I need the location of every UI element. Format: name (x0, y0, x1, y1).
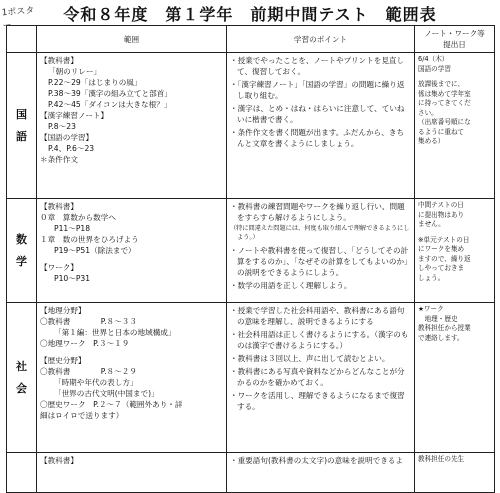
page-title: 令和８年度 第１学年 前期中間テスト 範囲表 (63, 5, 437, 24)
range-cell (37, 303, 227, 453)
header-range: 範囲 (37, 26, 227, 53)
notebook-line: に持ってきてくだ (418, 99, 471, 108)
point-item: ・教科書の練習問題やワークを繰り返し行い、問題をすらすら解けるようにしよう。 (230, 202, 405, 222)
point-item: ・「漢字練習ノート」「国語の学習」の問題に繰り返し取り組む。 (230, 80, 405, 100)
range-line: ＊条件作文 (40, 155, 78, 164)
notebook-line: 教科担任の先生 (418, 455, 465, 463)
range-line: 【歴史分野】 (40, 356, 86, 365)
table-row (7, 199, 495, 303)
range-line: 〇地理ワーク P.３～１９ (40, 339, 130, 348)
notebook-line: 6/4（木） (418, 55, 449, 63)
point-item: ・教科書は３回以上、声に出して読むとよい。 (230, 354, 390, 363)
notebook-line: ※単元テストの日 (418, 235, 470, 244)
subject-cell (7, 303, 37, 453)
subject-char: 数 (16, 232, 27, 246)
point-item: ・授業で学習した社会科用語や、教科書にある語句の意味を理解し、説明できるようにする (230, 306, 405, 326)
point-item: ・数学の用語を正しく理解しよう。 (230, 280, 352, 290)
points-cell (227, 53, 415, 199)
range-line: P.8～23 (48, 122, 76, 131)
notebook-line: しょう。 (418, 273, 445, 282)
range-line: 【漢字練習ノート】 (40, 111, 109, 120)
subject-cell (7, 199, 37, 303)
subject-cell (7, 453, 37, 493)
notebook-line: にワークを集め (418, 245, 465, 254)
handwritten-corner-note: 1ポスター (1, 6, 35, 32)
table-row (7, 453, 495, 493)
subject-char: 社 (16, 359, 27, 373)
notebook-cell (415, 199, 495, 303)
notebook-line: 中間テストの日 (418, 201, 464, 209)
notebook-line: ますので、繰り返 (418, 254, 471, 263)
table-row (7, 303, 495, 453)
range-line: 【国語の学習】 (40, 133, 94, 142)
range-line: 【教科書】 (40, 56, 78, 65)
range-line: 細はロイロで送ります） (40, 411, 124, 420)
point-item: ・社会科用語は正しく書けるようにする。（漢字のものは漢字で書けるようにする。） (230, 330, 409, 350)
range-line: 「朝のリレー」 (48, 67, 102, 76)
range-cell (37, 453, 227, 493)
points-cell (227, 199, 415, 303)
table-row (7, 53, 495, 199)
notebook-cell (415, 453, 495, 493)
exam-range-table (6, 25, 495, 493)
range-line: ０章 算数から数学へ (40, 213, 116, 222)
header-notebook (415, 26, 495, 53)
range-line: P10～P31 (54, 274, 91, 283)
subject-cell (7, 53, 37, 199)
range-line: P.42～45「ダイコンは大きな根？」 (48, 100, 172, 109)
range-line: P.22～29「はじまりの風」 (48, 78, 142, 87)
subject-char: 学 (16, 254, 27, 268)
notebook-line: に提出物はあり (418, 210, 465, 219)
range-line: P11～P18 (54, 224, 91, 233)
notebook-line: 国語の学習 (418, 64, 451, 73)
notebook-line: 教科担任から授業 (418, 324, 471, 333)
range-line: P.4、P.6～23 (48, 144, 95, 153)
range-cell (37, 53, 227, 199)
notebook-line: 集める） (418, 137, 445, 146)
table-header-row (7, 26, 495, 53)
range-line: 「第１編：世界と日本の地域構成」 (54, 328, 176, 337)
header-notebook-line1: ノート・ワーク等 (424, 29, 485, 38)
range-line: 【地理分野】 (40, 306, 86, 315)
point-item: ・教科書にある写真や資料などからどんなことが分かるのかを確かめておく。 (230, 367, 405, 387)
header-subject (7, 26, 37, 53)
notebook-line: で連絡します。 (418, 333, 464, 342)
range-line: 「世界の古代文明(中国まで)」 (54, 389, 159, 398)
range-line: 「時期や年代の表し方」 (54, 378, 138, 387)
range-line: 〇歴史ワーク P.２～７（範囲外あり・詳 (40, 400, 183, 409)
notebook-line: 地理・歴史 (418, 314, 458, 323)
notebook-cell (415, 53, 495, 199)
range-line: 【ワーク】 (40, 263, 78, 272)
header-notebook-line2: 提出日 (443, 40, 466, 49)
range-line: 【教科書】 (40, 202, 78, 211)
point-item: ・重要語句(教科書の太文字)の意味を説明できるよ (230, 456, 403, 465)
notebook-cell (415, 303, 495, 453)
point-item: ・ワークを活用し、理解できるようになるまで復習する。 (230, 391, 405, 411)
notebook-line: さい。 (418, 108, 438, 117)
range-line: P19～P51（除法まで） (54, 246, 136, 255)
header-points: 学習のポイント (227, 26, 415, 53)
notebook-line: 放課後までに、 (418, 80, 465, 89)
subject-char: 会 (16, 381, 27, 395)
point-item: （特に間違えた問題には、何度も取り組んで理解できるようにしよう。） (230, 225, 410, 241)
point-item: ・ノートや教科書を使って復習し、「どうしてその計算をするのか」、「なぜその計算をしてもよいのか」の説明をできるようにしよう。 (230, 245, 409, 277)
notebook-line: 係は集めて学年室 (418, 89, 471, 98)
range-line: 【教科書】 (40, 456, 78, 465)
range-cell (37, 199, 227, 303)
notebook-line: ★ワーク (418, 305, 444, 313)
notebook-line: しやっておきま (418, 264, 465, 273)
point-item: ・条件作文を書く問題が出ます。ふだんから、きちんと文章を書くようにしましょう。 (230, 128, 405, 148)
point-item: ・漢字は、とめ・はね・はらいに注意して、ていねいに楷書で書く。 (230, 104, 405, 124)
point-item: ・授業でやったことを、ノートやプリントを見直して、復習しておく。 (230, 56, 405, 76)
points-cell (227, 303, 415, 453)
points-cell (227, 453, 415, 493)
subject-char: 国 (16, 107, 27, 121)
notebook-line: ません。 (418, 220, 445, 229)
range-line: 〇教科書 P.８～２９ (40, 367, 137, 376)
range-line: 〇教科書 P.８～３３ (40, 317, 137, 326)
subject-char: 語 (16, 129, 27, 143)
range-line: P.38～39「漢字の組み立てと部首」 (48, 89, 172, 98)
notebook-line: （出席番号順にな (418, 118, 471, 127)
range-line: １章 数の世界をひろげよう (40, 235, 139, 244)
notebook-line: るように重ねて (418, 127, 464, 136)
